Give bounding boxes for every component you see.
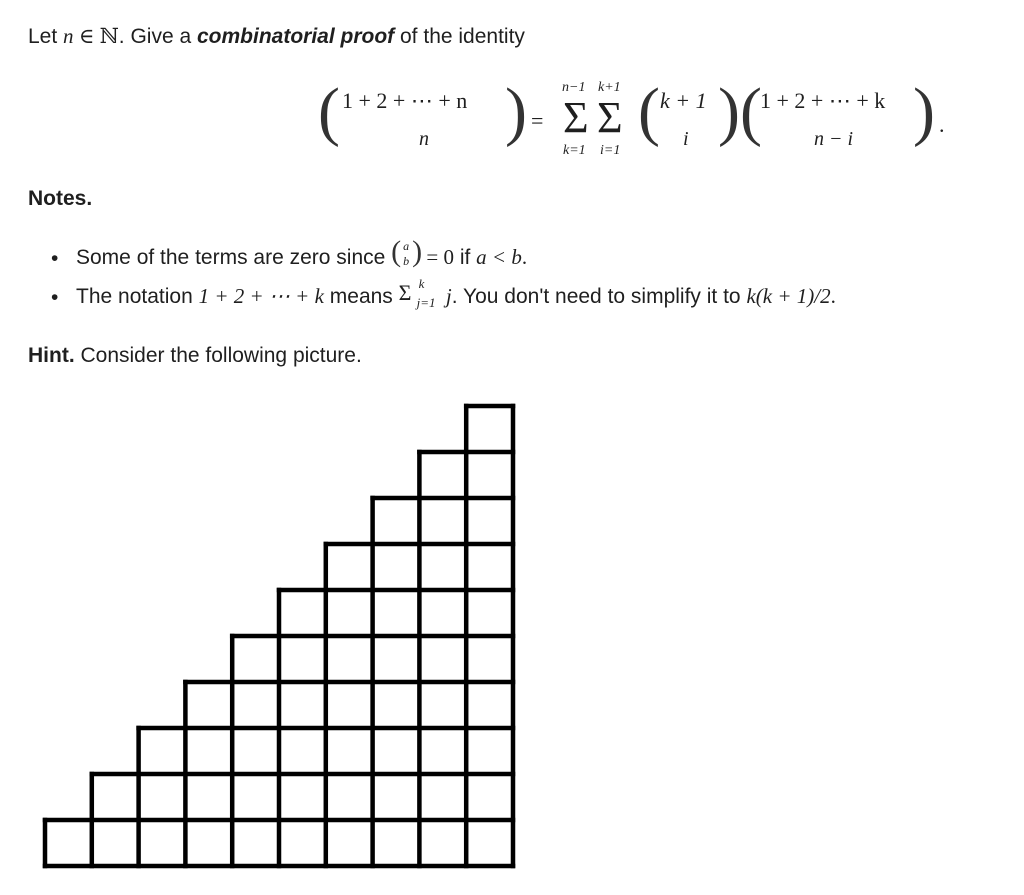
intro-line: Let n ∈ ℕ. Give a combinatorial proof of the identity (28, 24, 525, 48)
b2-left-paren: ( (740, 75, 762, 148)
lhs-left-paren: ( (318, 75, 340, 148)
formula-period: . (939, 112, 945, 137)
emphasis-combinatorial-proof: combinatorial proof (196, 25, 395, 48)
sum1-sigma: Σ (563, 93, 589, 142)
bullet-icon: • (51, 286, 59, 309)
b1-top: k + 1 (660, 88, 707, 113)
b2-top: 1 + 2 + ⋯ + k (760, 88, 886, 113)
lhs-binom-bottom: n (419, 128, 429, 150)
hint-label: Hint. (28, 344, 75, 367)
staircase-grid (45, 406, 513, 866)
b1-bottom: i (683, 128, 689, 150)
b2-bottom: n − i (814, 128, 854, 150)
inline-sum: Σ k j=1 (398, 276, 436, 311)
hint-line: Hint. Consider the following picture. (28, 344, 362, 367)
sum1-upper: n−1 (562, 80, 586, 95)
sum2-upper: k+1 (598, 80, 621, 95)
notes-heading: Notes. (28, 187, 93, 210)
note-item-1: Some of the terms are zero since ( a b ) = 0 if a < b. (76, 235, 528, 269)
b1-right-paren: ) (718, 75, 740, 148)
lhs-right-paren: ) (505, 75, 527, 148)
binom-a-b: ( a b ) (391, 235, 423, 269)
note-item-2: The notation 1 + 2 + ⋯ + k means Σ k j=1 j. You don't need to simplify it to k(k + 1)/2. (76, 276, 836, 311)
sum2-sigma: Σ (597, 93, 623, 142)
sum2-lower: i=1 (600, 143, 621, 158)
b2-right-paren: ) (913, 75, 935, 148)
bullet-icon: • (51, 247, 59, 270)
lhs-binom-top: 1 + 2 + ⋯ + n (342, 88, 468, 113)
b1-left-paren: ( (638, 75, 660, 148)
sum1-lower: k=1 (563, 143, 586, 158)
equals-sign: = (531, 108, 544, 133)
